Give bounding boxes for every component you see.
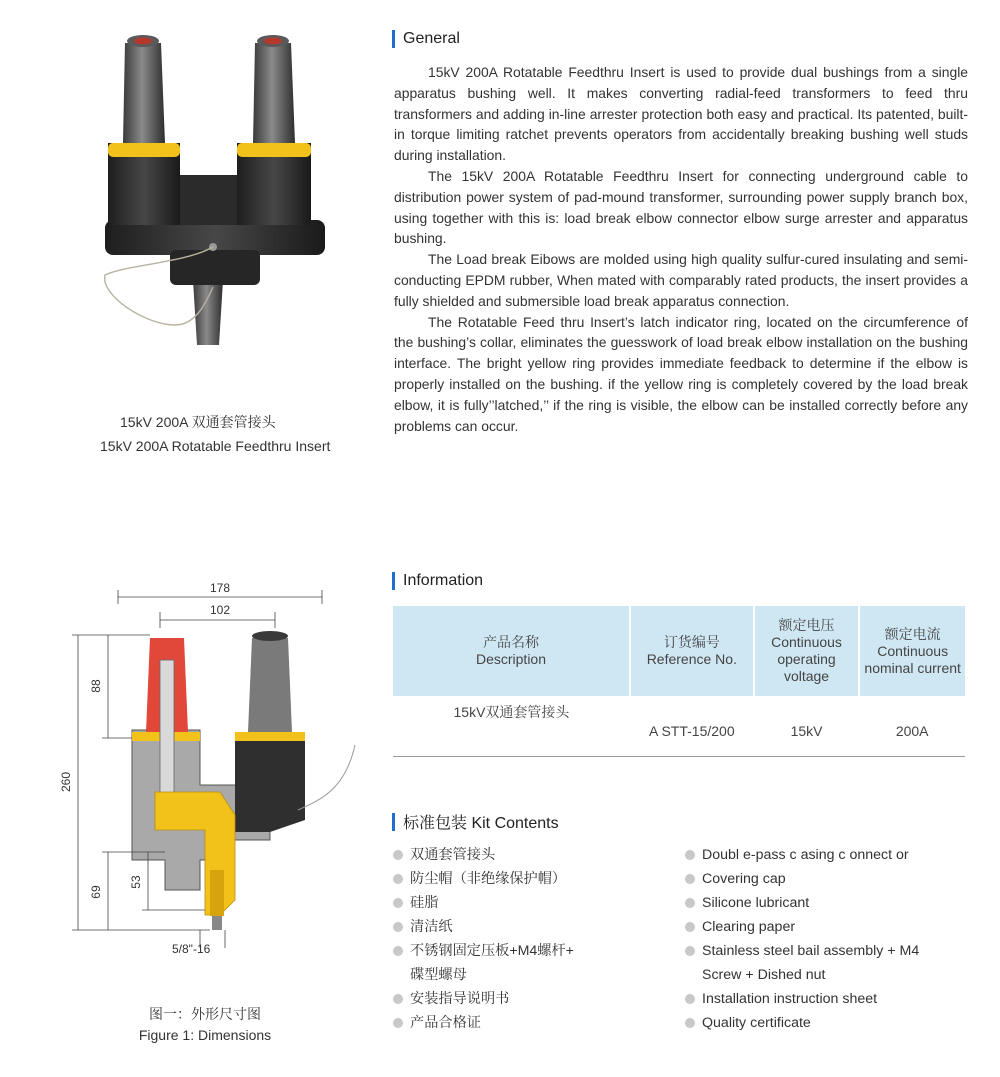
column-header-en: Continuous nominal current: [864, 642, 961, 676]
figure-caption-en: Figure 1: Dimensions: [138, 1027, 272, 1043]
list-item: 清洁纸: [393, 915, 653, 939]
column-header-en: Reference No.: [646, 651, 737, 667]
dim-label-260: 260: [60, 771, 73, 793]
list-item: Silicone lubricant: [685, 891, 975, 915]
list-item: 产品合格证: [393, 1011, 653, 1035]
list-item: 硅脂: [393, 891, 653, 915]
list-item: Doubl e-pass c asing c onnect or: [685, 843, 975, 867]
list-item: Installation instruction sheet: [685, 987, 975, 1011]
kit-heading: [392, 810, 559, 833]
table-row: [393, 696, 965, 757]
product-photo: [95, 25, 335, 345]
column-header-reference: [630, 606, 754, 696]
general-heading: [392, 30, 460, 48]
dimension-drawing: [60, 570, 360, 965]
general-paragraph: The Rotatable Feed thru Insert’s latch indicator ring, located on the circumference of the bushing’s collar, eliminates the guesswork of load break elbow installation on the bushing interface. The bright yellow ring provides immediate feedback to determine if the elbow is properly installed on the bushing. if the yellow ring is completely covered by the load break elbow, it is fully’’latched,’’ if the ring is visible, the elbow can be installed correctly before any problems can occur.: [394, 313, 968, 434]
general-paragraph: The 15kV 200A Rotatable Feedthru Insert for connecting underground cable to distribution power system of pad-mound transformer, surrounding power supply branch box, using together with this is: load break elbow connector elbow surge arrester and apparatus bushing.: [394, 167, 968, 247]
column-header-cn: 额定电压: [778, 617, 835, 633]
cell-current: 200A: [859, 696, 965, 757]
list-item-line: 碟型螺母: [410, 967, 467, 983]
list-item: Quality certificate: [685, 1011, 975, 1035]
product-caption-cn: 15kV 200A 双通套管接头: [120, 414, 276, 430]
list-item: Covering cap: [685, 867, 975, 891]
product-caption-en: 15kV 200A Rotatable Feedthru Insert: [100, 438, 331, 454]
list-item: [393, 939, 653, 987]
column-header-voltage: [754, 606, 860, 696]
list-item: Clearing paper: [685, 915, 975, 939]
kit-list-cn: [393, 843, 653, 1035]
heading-accent-bar: [392, 572, 395, 590]
general-paragraph: The Load break Eibows are molded using high quality sulfur-cured insulating and semi-conducting EPDM rubber, When mated with comparably rated products, the insert provides a fully shielded and submersible load break apparatus connection.: [394, 251, 968, 309]
dim-label-88: 88: [89, 679, 103, 693]
list-item: 双通套管接头: [393, 843, 653, 867]
column-header-current: [859, 606, 965, 696]
list-item: 防尘帽（非绝缘保护帽）: [393, 867, 653, 891]
dimensions-diagram: [60, 570, 360, 965]
column-header-cn: 订货编号: [663, 634, 720, 650]
general-heading-text: General: [403, 30, 460, 47]
information-heading: [392, 572, 483, 590]
feedthru-insert-illustration: [95, 25, 335, 345]
column-header-en: Continuous operating voltage: [771, 634, 842, 684]
list-item-line: Stainless steel bail assembly + M4: [702, 943, 920, 959]
cell-description: 15kV双通套管接头: [393, 696, 630, 757]
column-header-en: Description: [475, 651, 546, 667]
list-item-line: 不锈钢固定压板+M4螺杆+: [410, 943, 574, 959]
general-body: [394, 62, 968, 436]
general-paragraph: 15kV 200A Rotatable Feedthru Insert is used to provide dual bushings from a single apparatus bushing well. It makes converting radial-feed transformers to feed thru transformers and adding in-line arrester protection both easy and practical. Its patented, built-in torque limiting ratchet prevents operators from accidentally breaking bushing well studs during installation.: [394, 64, 968, 164]
dim-label-53: 53: [129, 875, 143, 889]
information-table: [393, 606, 965, 757]
list-item: 安装指导说明书: [393, 987, 653, 1011]
list-item: [685, 939, 975, 987]
heading-accent-bar: [392, 30, 395, 48]
dim-label-thread: 5/8"-16: [172, 942, 211, 956]
kit-heading-text: 标准包装 Kit Contents: [403, 815, 559, 832]
cell-voltage: 15kV: [754, 696, 860, 757]
dim-label-69: 69: [89, 885, 103, 899]
information-heading-text: Information: [403, 572, 484, 589]
cell-reference: A STT-15/200: [630, 696, 754, 757]
heading-accent-bar: [392, 813, 395, 831]
dim-label-178: 178: [209, 581, 231, 595]
list-item-line: Screw + Dished nut: [702, 967, 826, 983]
column-header-description: [393, 606, 630, 696]
table-header-row: [393, 606, 965, 696]
kit-list-en: [685, 843, 975, 1035]
dim-label-102: 102: [209, 603, 231, 617]
column-header-cn: 产品名称: [482, 634, 539, 650]
column-header-cn: 额定电流: [884, 625, 941, 642]
figure-caption-cn: 图一：外形尺寸图: [149, 1006, 261, 1022]
